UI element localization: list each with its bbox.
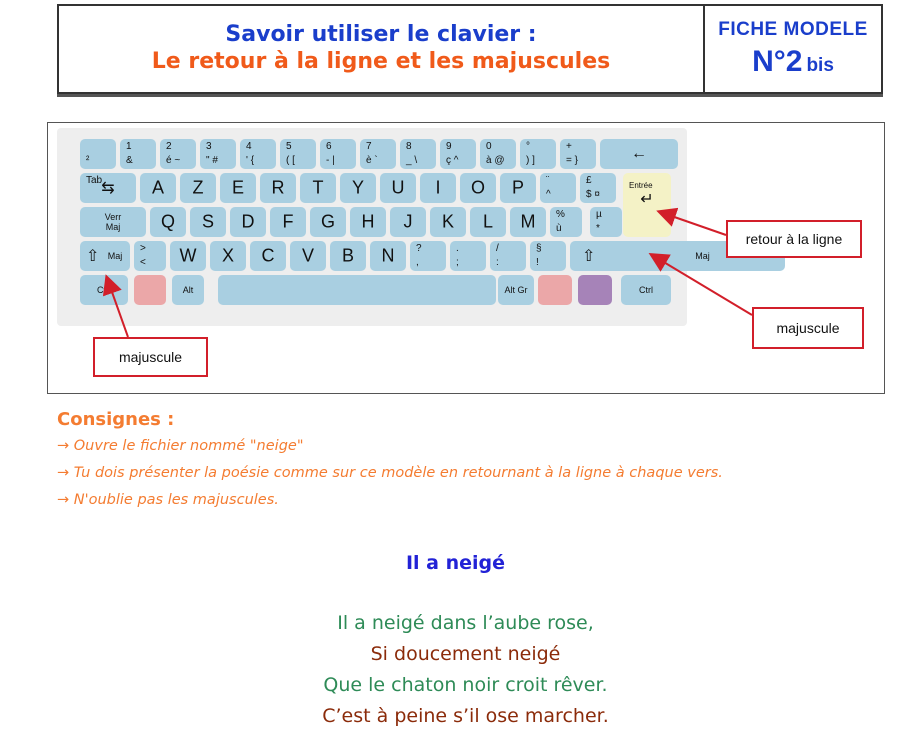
key-letter: E xyxy=(231,177,244,198)
tab-label: Tab xyxy=(86,175,103,186)
poem-title: Il a neigé xyxy=(405,552,506,574)
key-bottom-label: ( [ xyxy=(286,155,295,166)
key-bottom-label: " # xyxy=(206,155,218,166)
callout-enter: retour à la ligne xyxy=(726,220,862,258)
key-bottom-label: : xyxy=(496,257,499,268)
key-bottom-label: è ` xyxy=(366,155,378,166)
key-top-label: 1 xyxy=(126,141,132,152)
key-letter: V xyxy=(301,245,314,266)
key-letter: P xyxy=(511,177,524,198)
key-top-label: . xyxy=(456,243,459,254)
key-bottom-label: * xyxy=(596,223,600,234)
enter-arrow-icon: ↵ xyxy=(640,190,654,208)
key-top-label: 9 xyxy=(446,141,452,152)
key-bottom-label: ' { xyxy=(246,155,255,166)
key-bottom-label: & xyxy=(126,155,133,166)
key-letter: C xyxy=(261,245,275,266)
key-top-label: > xyxy=(140,243,146,254)
key-letter: T xyxy=(312,177,324,198)
key-top-label: 8 xyxy=(406,141,412,152)
instruction-2: → Tu dois présenter la poésie comme sur ce modèle en retournant à la ligne à chaque vers. xyxy=(57,465,723,481)
key-letter: L xyxy=(482,211,493,232)
key-top-label: 2 xyxy=(166,141,172,152)
key-letter: Y xyxy=(351,177,364,198)
enter-label: Entrée xyxy=(629,181,653,190)
poem-line-2: Si doucement neigé xyxy=(370,643,561,665)
key-bottom-label: = } xyxy=(566,155,578,166)
key-letter: I xyxy=(435,177,441,198)
arrow-shift-right xyxy=(652,255,752,315)
key-bottom-label: ! xyxy=(536,257,539,268)
alt-label: Alt xyxy=(182,285,194,295)
capslock-label: Verr Maj xyxy=(104,212,122,232)
key-top-label: 5 xyxy=(286,141,292,152)
key-top-label: µ xyxy=(596,209,602,220)
key-top-label: 7 xyxy=(366,141,372,152)
header-title: Savoir utiliser le clavier : xyxy=(225,22,537,47)
key-letter: Q xyxy=(160,211,175,232)
key-bottom-label: ; xyxy=(456,257,459,268)
key-letter: O xyxy=(470,177,485,198)
poem-line-3: Que le chaton noir croit rêver. xyxy=(323,674,608,696)
key-top-label: % xyxy=(556,209,565,220)
key-bottom-label: é ~ xyxy=(166,155,181,166)
arrow-enter xyxy=(660,212,726,235)
key-bottom-label: < xyxy=(140,257,146,268)
fiche-label: FICHE MODELE xyxy=(718,19,868,40)
instruction-1: → Ouvre le fichier nommé "neige" xyxy=(57,438,304,454)
backspace-arrow-icon: ← xyxy=(631,145,647,162)
poem-line-1: Il a neigé dans l’aube rose, xyxy=(337,612,594,634)
key-bottom-label: _ \ xyxy=(406,155,418,166)
key-bottom-label: - | xyxy=(326,155,335,166)
key-top-label: ° xyxy=(526,141,530,152)
key-letter: D xyxy=(241,211,255,232)
key-bottom-label: ² xyxy=(86,155,90,166)
key-letter: A xyxy=(151,177,164,198)
key-bottom-label: à @ xyxy=(486,155,505,166)
key-letter: S xyxy=(201,211,214,232)
key-top-label: 6 xyxy=(326,141,332,152)
instruction-3: → N'oublie pas les majuscules. xyxy=(57,492,279,508)
key-bottom-label: ^ xyxy=(546,189,551,200)
key-letter: F xyxy=(282,211,294,232)
key-letter: J xyxy=(403,211,413,232)
tab-arrows-icon: ⇆ xyxy=(101,180,115,197)
key-letter: H xyxy=(361,211,375,232)
shift-arrow-icon: ⇧ xyxy=(582,248,596,265)
key-top-label: § xyxy=(536,243,542,254)
key-top-label: 4 xyxy=(246,141,252,152)
key-letter: B xyxy=(341,245,354,266)
key-top-label: ? xyxy=(416,243,422,254)
key-letter: M xyxy=(520,211,536,232)
key-bottom-label: ù xyxy=(556,223,562,234)
key-letter: X xyxy=(221,245,234,266)
poem-line-4: C’est à peine s’il ose marcher. xyxy=(322,705,609,727)
key-top-label: 0 xyxy=(486,141,492,152)
altgr-label: Alt Gr xyxy=(504,285,528,295)
key-letter: R xyxy=(271,177,285,198)
ctrl-label: Ctrl xyxy=(639,285,653,295)
key-bottom-label: ) ] xyxy=(526,155,535,166)
key-top-label: £ xyxy=(586,175,592,186)
callout-shift-left: majuscule xyxy=(93,337,208,377)
key-letter: G xyxy=(320,211,335,232)
key-letter: N xyxy=(381,245,395,266)
key-bottom-label: ç ^ xyxy=(446,155,459,166)
key-top-label: + xyxy=(566,141,572,152)
ctrl-label: Ctrl xyxy=(97,285,111,295)
key-top-label: / xyxy=(496,243,499,254)
key-letter: Z xyxy=(192,177,204,198)
shift-label: Maj xyxy=(107,251,123,261)
shift-label: Maj xyxy=(695,251,710,261)
key-bottom-label: , xyxy=(416,257,419,268)
shift-arrow-icon: ⇧ xyxy=(86,248,100,265)
key-letter: W xyxy=(179,245,197,266)
callout-shift-right: majuscule xyxy=(752,307,864,349)
fiche-number: N°2 xyxy=(752,45,803,78)
consignes-heading: Consignes : xyxy=(57,409,175,430)
header-subtitle: Le retour à la ligne et les majuscules xyxy=(151,49,611,74)
key-top-label: ¨ xyxy=(546,175,550,186)
key-letter: U xyxy=(391,177,405,198)
fiche-suffix: bis xyxy=(806,55,834,76)
arrow-shift-left xyxy=(107,278,128,337)
key-letter: K xyxy=(441,211,454,232)
key-bottom-label: $ ¤ xyxy=(586,189,600,200)
key-top-label: 3 xyxy=(206,141,212,152)
